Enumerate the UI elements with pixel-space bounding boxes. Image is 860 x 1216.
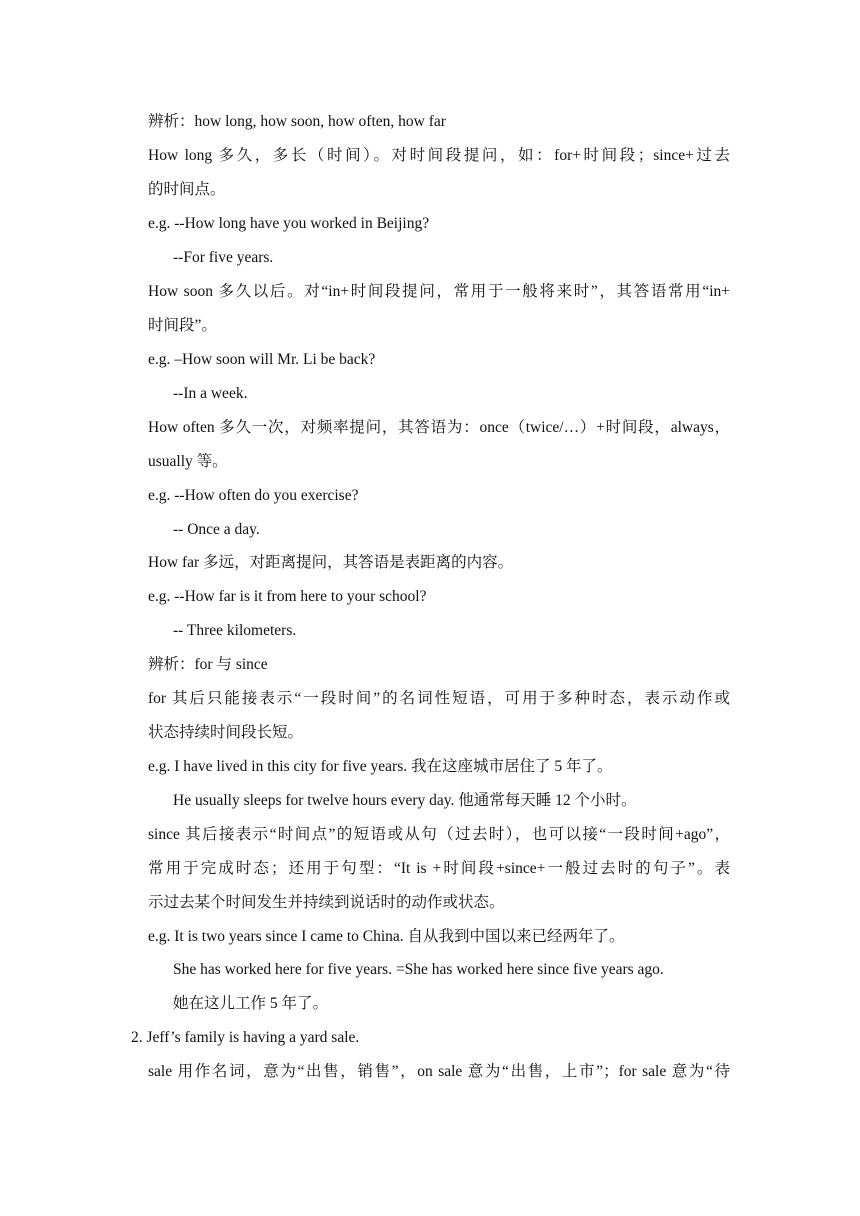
heading-for-since: 辨析：for 与 since bbox=[148, 656, 268, 673]
example-for-1: e.g. I have lived in this city for five years. 我在这座城市居住了 5 年了。 bbox=[148, 758, 613, 775]
numbered-item-2: 2. Jeff’s family is having a yard sale. bbox=[131, 1029, 360, 1046]
paragraph-how-soon-2: 时间段”。 bbox=[148, 317, 217, 334]
example-how-long-answer: --For five years. bbox=[173, 249, 274, 266]
example-how-often-answer: -- Once a day. bbox=[173, 521, 260, 538]
example-how-far-answer: -- Three kilometers. bbox=[173, 622, 297, 639]
paragraph-how-long-1: How long 多久，多长（时间）。对时间段提问，如：for+时间段；since+过去 bbox=[148, 147, 730, 164]
example-for-2: He usually sleeps for twelve hours every day. 他通常每天睡 12 个小时。 bbox=[173, 792, 637, 809]
paragraph-how-soon-1: How soon 多久以后。对“in+时间段提问，常用于一般将来时”，其答语常用“in+ bbox=[148, 283, 730, 300]
example-since-2-translation: 她在这儿工作 5 年了。 bbox=[173, 995, 329, 1012]
paragraph-for-1: for 其后只能接表示“一段时间”的名词性短语，可用于多种时态，表示动作或 bbox=[148, 690, 730, 707]
paragraph-how-often-1: How often 多久一次，对频率提问，其答语为：once（twice/…）+时间段，always， bbox=[148, 419, 730, 436]
heading-how-questions: 辨析：how long, how soon, how often, how far bbox=[148, 113, 446, 130]
paragraph-since-3: 示过去某个时间发生并持续到说话时的动作或状态。 bbox=[148, 894, 505, 911]
paragraph-how-far: How far 多远，对距离提问，其答语是表距离的内容。 bbox=[148, 554, 514, 571]
paragraph-for-2: 状态持续时间段长短。 bbox=[148, 724, 304, 741]
paragraph-sale: sale 用作名词，意为“出售，销售”，on sale 意为“出售，上市”；for sale 意为“待 bbox=[148, 1063, 730, 1080]
example-how-far-question: e.g. --How far is it from here to your school? bbox=[148, 588, 427, 605]
example-how-often-question: e.g. --How often do you exercise? bbox=[148, 487, 359, 504]
paragraph-how-often-2: usually 等。 bbox=[148, 453, 228, 470]
example-how-soon-question: e.g. –How soon will Mr. Li be back? bbox=[148, 351, 376, 368]
example-since-2: She has worked here for five years. =She has worked here since five years ago. bbox=[173, 961, 664, 978]
example-since-1: e.g. It is two years since I came to China. 自从我到中国以来已经两年了。 bbox=[148, 928, 625, 945]
paragraph-how-long-2: 的时间点。 bbox=[148, 181, 226, 198]
paragraph-since-1: since 其后接表示“时间点”的短语或从句（过去时），也可以接“一段时间+ago”， bbox=[148, 826, 730, 843]
example-how-long-question: e.g. --How long have you worked in Beijing? bbox=[148, 215, 430, 232]
example-how-soon-answer: --In a week. bbox=[173, 385, 248, 402]
paragraph-since-2: 常用于完成时态；还用于句型：“It is +时间段+since+一般过去时的句子”。表 bbox=[148, 860, 730, 877]
